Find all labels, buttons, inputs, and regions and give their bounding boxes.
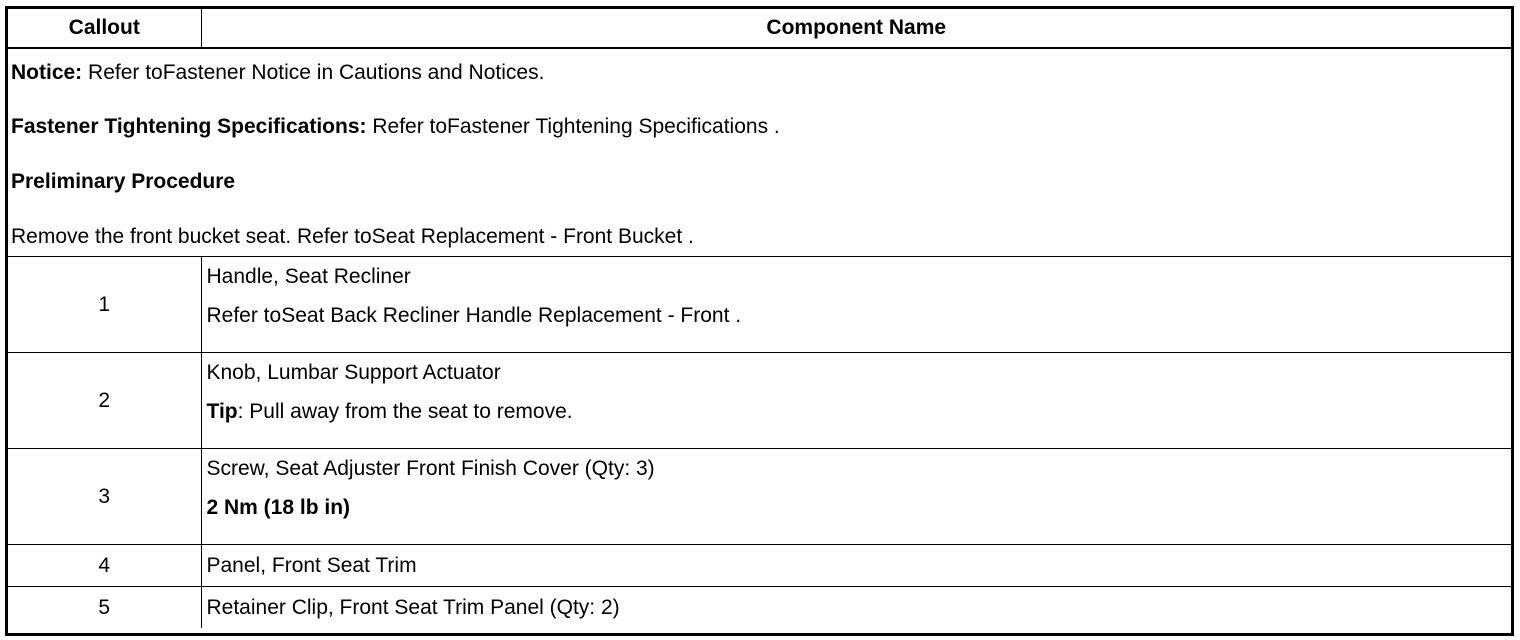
notice-label: Notice: <box>11 61 83 84</box>
fastener-spec-label: Fastener Tightening Specifications: <box>11 115 367 138</box>
table-row <box>8 353 1511 449</box>
component-reference: Refer toSeat Back Recliner Handle Replacement - Front . <box>206 304 742 327</box>
component-name: Panel, Front Seat Trim <box>201 545 1511 587</box>
fastener-spec-paragraph <box>11 103 1511 158</box>
tip-text: : Pull away from the seat to remove. <box>237 400 573 423</box>
notice-paragraph <box>11 49 1511 103</box>
component-name: Screw, Seat Adjuster Front Finish Cover (Qty: 3) <box>206 457 655 480</box>
notes-row <box>8 48 1511 257</box>
callout-number: 2 <box>8 353 201 449</box>
preliminary-text: Remove the front bucket seat. Refer toSeat Replacement - Front Bucket . <box>11 225 694 248</box>
preliminary-heading: Preliminary Procedure <box>11 170 236 193</box>
component-cell <box>201 353 1511 449</box>
table-header-row <box>8 9 1511 48</box>
parts-table <box>8 9 1511 628</box>
component-tip <box>207 400 1512 440</box>
parts-table-frame <box>5 6 1514 636</box>
component-cell <box>201 257 1511 353</box>
callout-number: 4 <box>8 545 201 587</box>
component-name: Handle, Seat Recliner <box>206 265 411 288</box>
notice-text: Refer toFastener Notice in Cautions and Notices. <box>82 61 545 84</box>
torque-spec: 2 Nm (18 lb in) <box>206 496 351 519</box>
fastener-spec-text: Refer toFastener Tightening Specifications . <box>366 115 780 138</box>
callout-number: 1 <box>8 257 201 353</box>
callout-number: 3 <box>8 449 201 545</box>
tip-label: Tip <box>206 400 238 423</box>
component-cell <box>201 449 1511 545</box>
callout-column-header: Callout <box>8 9 201 48</box>
callout-number: 5 <box>8 587 201 629</box>
component-name: Retainer Clip, Front Seat Trim Panel (Qty: 2) <box>201 587 1511 629</box>
procedure-notes <box>8 48 1511 257</box>
table-row <box>8 545 1511 587</box>
component-name-column-header: Component Name <box>201 9 1511 48</box>
table-row <box>8 587 1511 629</box>
component-name: Knob, Lumbar Support Actuator <box>206 361 501 384</box>
table-row <box>8 257 1511 353</box>
table-row <box>8 449 1511 545</box>
